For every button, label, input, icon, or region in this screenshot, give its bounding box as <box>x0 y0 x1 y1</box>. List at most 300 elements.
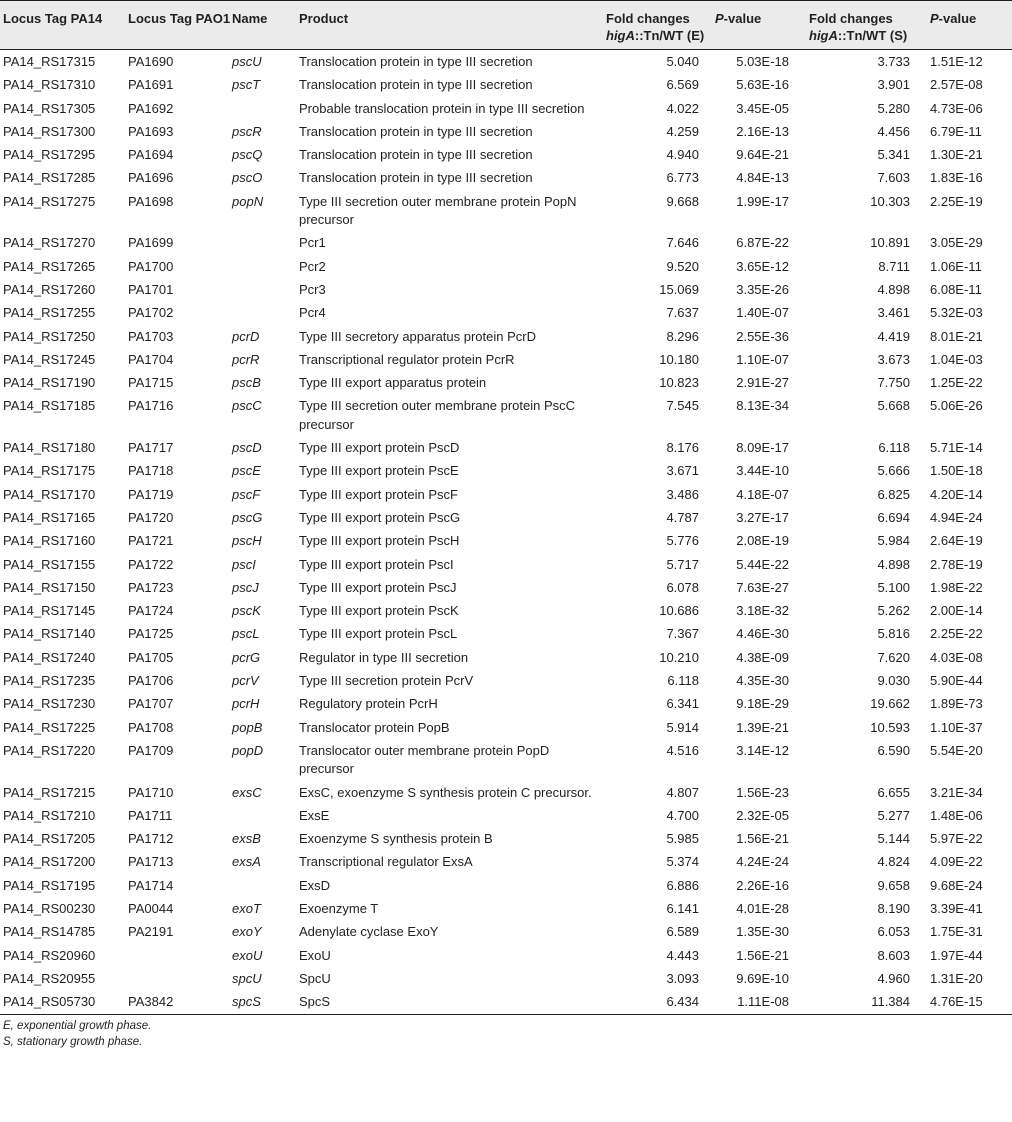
cell-product: Adenylate cyclase ExoY <box>299 924 439 940</box>
cell-p-value-e: 1.11E-08 <box>715 990 809 1015</box>
cell-locus-pao1: PA1694 <box>128 147 174 163</box>
table-row <box>0 143 1012 166</box>
cell-gene-name: pscF <box>232 486 261 502</box>
cell-fold-change-e: 9.520 <box>666 258 699 274</box>
cell-product: Type III export protein PscI <box>299 556 454 572</box>
cell-gene-name: pcrD <box>232 328 260 344</box>
cell-locus-pa14: PA14_RS17315 <box>3 54 96 69</box>
cell-fold-change-e: 7.545 <box>666 398 699 414</box>
cell-locus-pa14: PA14_RS17250 <box>3 328 96 344</box>
table-row <box>0 73 1012 96</box>
cell-p-value-e: 2.08E-19 <box>736 533 789 549</box>
table-row <box>0 553 1012 576</box>
cell-p-value-e: 1.40E-07 <box>736 305 789 321</box>
cell-locus-pao1: PA1699 <box>128 235 174 251</box>
cell-fold-change-e: 6.569 <box>666 77 699 93</box>
cell-locus-pao1: PA1696 <box>128 170 174 186</box>
cell-fold-change-s: 7.603 <box>877 170 910 186</box>
cell-p-value-e: 1.56E-21 <box>736 947 789 963</box>
cell-p-value-s: 1.30E-21 <box>930 147 983 163</box>
header-product: Product <box>299 1 606 50</box>
cell-product: Pcr1 <box>299 235 326 251</box>
cell-locus-pao1: PA1708 <box>128 719 174 735</box>
cell-gene-name <box>232 874 299 897</box>
cell-product: Pcr3 <box>299 281 326 297</box>
cell-product: Transcriptional regulator ExsA <box>299 854 473 870</box>
cell-locus-pa14: PA14_RS17310 <box>3 77 96 93</box>
cell-locus-pa14: PA14_RS17175 <box>3 463 96 479</box>
cell-p-value-s: 4.09E-22 <box>930 854 983 870</box>
cell-locus-pao1: PA1707 <box>128 696 174 712</box>
cell-locus-pa14: PA14_RS14785 <box>3 924 96 940</box>
cell-p-value-s: 2.00E-14 <box>930 603 983 619</box>
table-row <box>0 371 1012 394</box>
cell-fold-change-s: 8.711 <box>878 258 910 274</box>
cell-fold-change-s: 5.668 <box>877 398 910 414</box>
cell-product: Type III export protein PscE <box>299 463 459 479</box>
cell-p-value-e: 2.55E-36 <box>736 328 789 344</box>
cell-product: Probable translocation protein in type III secretion <box>299 100 585 116</box>
table-row <box>0 827 1012 850</box>
cell-p-value-s: 5.32E-03 <box>930 305 983 321</box>
cell-gene-name: exsB <box>232 831 261 847</box>
table-row <box>0 920 1012 943</box>
header-locus-pa14: Locus Tag PA14 <box>0 1 128 50</box>
cell-fold-change-s: 19.662 <box>870 696 910 712</box>
table-row <box>0 967 1012 990</box>
cell-fold-change-s: 3.673 <box>877 351 910 367</box>
cell-fold-change-e: 4.940 <box>666 147 699 163</box>
cell-gene-name: pscT <box>232 77 261 93</box>
cell-product: Translocator protein PopB <box>299 719 450 735</box>
cell-locus-pa14: PA14_RS17185 <box>3 398 96 414</box>
footnote-s: S, stationary growth phase. <box>3 1036 143 1049</box>
cell-gene-name: exoT <box>232 900 261 916</box>
cell-locus-pa14: PA14_RS17200 <box>3 854 96 870</box>
cell-locus-pa14: PA14_RS17270 <box>3 235 96 251</box>
cell-product: ExsE <box>299 807 330 823</box>
cell-gene-name: exsC <box>232 784 262 800</box>
cell-locus-pao1: PA1709 <box>128 742 174 758</box>
cell-locus-pao1: PA2191 <box>128 924 174 940</box>
cell-product: Translocation protein in type III secretion <box>299 123 533 139</box>
cell-p-value-s: 8.01E-21 <box>930 328 983 344</box>
cell-fold-change-s: 10.303 <box>870 193 910 209</box>
cell-product: Regulatory protein PcrH <box>299 696 438 712</box>
cell-fold-change-s: 8.190 <box>877 900 910 916</box>
cell-gene-name: popD <box>232 742 264 758</box>
table-row <box>0 576 1012 599</box>
cell-locus-pao1: PA1705 <box>128 649 174 665</box>
cell-gene-name: pscQ <box>232 147 263 163</box>
cell-fold-change-e: 10.210 <box>659 649 699 665</box>
table-row <box>0 739 1012 781</box>
cell-fold-change-e: 8.176 <box>666 440 699 456</box>
cell-gene-name: pscB <box>232 375 261 391</box>
cell-fold-change-s: 10.891 <box>870 235 910 251</box>
table-row <box>0 850 1012 873</box>
cell-locus-pa14: PA14_RS17240 <box>3 649 96 665</box>
cell-locus-pao1: PA1701 <box>128 281 174 297</box>
cell-p-value-s: 1.97E-44 <box>930 947 983 963</box>
cell-p-value-s: 4.76E-15 <box>930 990 1012 1015</box>
cell-locus-pao1: PA1700 <box>128 258 174 274</box>
cell-fold-change-e: 7.646 <box>666 235 699 251</box>
table-row <box>0 669 1012 692</box>
cell-product: Transcriptional regulator protein PcrR <box>299 351 515 367</box>
cell-gene-name: pscC <box>232 398 262 414</box>
cell-locus-pa14: PA14_RS17140 <box>3 626 96 642</box>
cell-gene-name: pscU <box>232 54 262 69</box>
cell-gene-name: pscK <box>232 603 261 619</box>
cell-product: Type III export protein PscK <box>299 603 459 619</box>
cell-fold-change-s: 5.984 <box>877 533 910 549</box>
cell-fold-change-e: 10.823 <box>659 375 699 391</box>
table-header <box>0 1 1012 50</box>
cell-gene-name: pscD <box>232 440 262 456</box>
table-row <box>0 483 1012 506</box>
cell-locus-pao1: PA1698 <box>128 193 174 209</box>
cell-locus-pao1: PA1693 <box>128 123 174 139</box>
cell-p-value-e: 4.18E-07 <box>736 486 789 502</box>
header-p-value-e: P-value <box>715 1 809 50</box>
cell-gene-name: pscR <box>232 123 262 139</box>
cell-p-value-e: 5.03E-18 <box>736 54 789 69</box>
cell-gene-name: spcU <box>232 970 262 986</box>
cell-locus-pao1: PA1692 <box>128 100 174 116</box>
table-row <box>0 166 1012 189</box>
header-name: Name <box>232 1 299 50</box>
cell-p-value-e: 1.56E-23 <box>736 784 789 800</box>
cell-locus-pa14: PA14_RS17145 <box>3 603 96 619</box>
cell-locus-pa14: PA14_RS17160 <box>3 533 96 549</box>
cell-fold-change-s: 5.280 <box>877 100 910 116</box>
cell-p-value-s: 1.98E-22 <box>930 579 983 595</box>
cell-locus-pao1: PA1702 <box>128 305 174 321</box>
cell-locus-pao1: PA1718 <box>128 463 174 479</box>
cell-fold-change-e: 3.486 <box>666 486 699 502</box>
cell-p-value-e: 8.13E-34 <box>736 398 789 414</box>
cell-locus-pa14: PA14_RS00230 <box>3 900 96 916</box>
cell-product: Type III secretory apparatus protein PcrD <box>299 328 536 344</box>
table-row <box>0 990 1012 1015</box>
cell-p-value-e: 1.10E-07 <box>736 351 789 367</box>
cell-fold-change-e: 4.787 <box>666 509 699 525</box>
cell-fold-change-s: 3.461 <box>877 305 910 321</box>
cell-fold-change-s: 4.898 <box>877 281 910 297</box>
cell-fold-change-e: 10.686 <box>659 603 699 619</box>
cell-p-value-s: 1.89E-73 <box>930 696 983 712</box>
cell-fold-change-s: 3.901 <box>877 77 910 93</box>
table-row <box>0 120 1012 143</box>
table-row <box>0 646 1012 669</box>
table-row <box>0 622 1012 645</box>
cell-p-value-s: 1.50E-18 <box>930 463 983 479</box>
cell-product: SpcS <box>299 990 606 1015</box>
cell-gene-name: pcrV <box>232 673 259 689</box>
cell-gene-name <box>232 804 299 827</box>
cell-locus-pao1: PA1691 <box>128 77 174 93</box>
table-row <box>0 599 1012 622</box>
footnote-e: E, exponential growth phase. <box>3 1020 152 1033</box>
cell-product: Type III secretion outer membrane protein PopN precursor <box>299 193 577 228</box>
cell-p-value-e: 4.38E-09 <box>736 649 789 665</box>
cell-p-value-e: 4.24E-24 <box>736 854 789 870</box>
cell-fold-change-e: 5.717 <box>666 556 699 572</box>
cell-locus-pa14: PA14_RS17195 <box>3 877 96 893</box>
cell-p-value-s: 5.54E-20 <box>930 742 983 758</box>
cell-p-value-s: 9.68E-24 <box>930 877 983 893</box>
cell-p-value-s: 5.90E-44 <box>930 673 983 689</box>
cell-fold-change-s: 11.384 <box>809 990 930 1015</box>
cell-gene-name <box>232 97 299 120</box>
cell-fold-change-s: 6.118 <box>878 440 910 456</box>
cell-product: Type III secretion protein PcrV <box>299 673 474 689</box>
table-row <box>0 97 1012 120</box>
cell-fold-change-e: 8.296 <box>666 328 699 344</box>
header-locus-pao1: Locus Tag PAO1 <box>128 1 232 50</box>
cell-locus-pao1: PA1720 <box>128 509 174 525</box>
cell-p-value-e: 1.39E-21 <box>736 719 789 735</box>
cell-p-value-s: 1.51E-12 <box>930 54 983 69</box>
cell-p-value-e: 9.18E-29 <box>736 696 789 712</box>
cell-gene-name <box>232 301 299 324</box>
cell-fold-change-e: 5.374 <box>666 854 699 870</box>
cell-p-value-s: 1.06E-11 <box>930 258 982 274</box>
cell-fold-change-e: 4.259 <box>666 123 699 139</box>
cell-gene-name: pscJ <box>232 579 259 595</box>
cell-p-value-s: 1.25E-22 <box>930 375 983 391</box>
cell-p-value-e: 6.87E-22 <box>736 235 789 251</box>
table-row <box>0 529 1012 552</box>
cell-gene-name: pscG <box>232 509 263 525</box>
cell-product: ExsC, exoenzyme S synthesis protein C precursor. <box>299 784 592 800</box>
cell-product: Type III export protein PscL <box>299 626 458 642</box>
cell-gene-name <box>232 278 299 301</box>
cell-product: Type III secretion outer membrane protein PscC precursor <box>299 398 576 432</box>
cell-p-value-s: 5.71E-14 <box>930 440 983 456</box>
cell-locus-pa14: PA14_RS17205 <box>3 831 96 847</box>
cell-p-value-e: 3.14E-12 <box>736 742 789 758</box>
cell-p-value-e: 1.56E-21 <box>736 831 789 847</box>
cell-gene-name: exoU <box>232 947 263 963</box>
cell-p-value-e: 2.32E-05 <box>736 807 789 823</box>
cell-locus-pa14: PA14_RS20960 <box>3 947 96 963</box>
cell-p-value-e: 4.84E-13 <box>736 170 789 186</box>
cell-locus-pao1: PA1715 <box>128 375 174 391</box>
cell-fold-change-s: 5.100 <box>877 579 910 595</box>
cell-gene-name: exoY <box>232 924 262 940</box>
table-row <box>0 231 1012 254</box>
cell-fold-change-e: 5.914 <box>666 719 699 735</box>
cell-gene-name <box>232 231 299 254</box>
cell-locus-pa14: PA14_RS20955 <box>3 970 96 986</box>
cell-locus-pa14: PA14_RS17180 <box>3 440 96 456</box>
cell-product: SpcU <box>299 970 331 986</box>
cell-p-value-s: 5.97E-22 <box>930 831 983 847</box>
table-row <box>0 394 1012 436</box>
cell-fold-change-s: 4.960 <box>877 970 910 986</box>
cell-locus-pao1: PA1725 <box>128 626 174 642</box>
cell-locus-pa14: PA14_RS17215 <box>3 784 96 800</box>
cell-fold-change-e: 5.040 <box>666 54 699 69</box>
cell-p-value-s: 6.79E-11 <box>930 123 982 139</box>
table-row <box>0 506 1012 529</box>
cell-fold-change-s: 5.816 <box>877 626 910 642</box>
cell-p-value-e: 1.99E-17 <box>736 193 789 209</box>
cell-product: ExoU <box>299 947 331 963</box>
cell-fold-change-e: 7.637 <box>666 305 699 321</box>
cell-locus-pao1 <box>128 944 232 967</box>
cell-p-value-s: 1.83E-16 <box>930 170 983 186</box>
cell-p-value-e: 3.18E-32 <box>736 603 789 619</box>
cell-fold-change-s: 3.733 <box>877 54 910 69</box>
cell-fold-change-e: 4.022 <box>666 100 699 116</box>
cell-p-value-s: 4.20E-14 <box>930 486 983 502</box>
cell-locus-pao1: PA3842 <box>128 990 232 1015</box>
cell-product: Type III export protein PscG <box>299 509 461 525</box>
cell-fold-change-s: 9.658 <box>877 877 910 893</box>
cell-fold-change-e: 9.668 <box>666 193 699 209</box>
cell-locus-pao1: PA1721 <box>128 533 174 549</box>
cell-locus-pa14: PA14_RS17275 <box>3 193 96 209</box>
cell-fold-change-s: 7.620 <box>877 649 910 665</box>
cell-fold-change-s: 6.825 <box>877 486 910 502</box>
cell-fold-change-e: 5.985 <box>666 831 699 847</box>
cell-locus-pao1: PA0044 <box>128 900 174 916</box>
cell-locus-pa14: PA14_RS17305 <box>3 100 96 116</box>
cell-locus-pao1: PA1703 <box>128 328 174 344</box>
cell-p-value-e: 3.65E-12 <box>736 258 789 274</box>
cell-locus-pao1: PA1706 <box>128 673 174 689</box>
cell-locus-pao1: PA1714 <box>128 877 174 893</box>
cell-locus-pa14: PA14_RS17260 <box>3 281 96 297</box>
cell-locus-pa14: PA14_RS17220 <box>3 742 96 758</box>
cell-locus-pao1: PA1724 <box>128 603 174 619</box>
cell-fold-change-s: 10.593 <box>870 719 910 735</box>
cell-gene-name: pscH <box>232 533 262 549</box>
cell-p-value-e: 4.35E-30 <box>736 673 789 689</box>
cell-fold-change-e: 4.443 <box>666 947 699 963</box>
cell-fold-change-e: 4.807 <box>666 784 699 800</box>
table-row <box>0 436 1012 459</box>
cell-p-value-s: 3.21E-34 <box>930 784 983 800</box>
cell-p-value-s: 2.25E-22 <box>930 626 983 642</box>
cell-fold-change-s: 9.030 <box>877 673 910 689</box>
table-row <box>0 692 1012 715</box>
cell-p-value-e: 4.46E-30 <box>736 626 789 642</box>
cell-fold-change-e: 6.141 <box>666 900 699 916</box>
cell-fold-change-s: 4.824 <box>877 854 910 870</box>
cell-product: ExsD <box>299 877 331 893</box>
cell-fold-change-s: 4.898 <box>877 556 910 572</box>
cell-gene-name: exsA <box>232 854 261 870</box>
cell-p-value-s: 5.06E-26 <box>930 398 983 414</box>
cell-p-value-s: 1.04E-03 <box>930 351 983 367</box>
cell-locus-pao1: PA1723 <box>128 579 174 595</box>
cell-gene-name: pcrR <box>232 351 260 367</box>
cell-locus-pa14: PA14_RS17285 <box>3 170 96 186</box>
header-row <box>0 1 1012 50</box>
cell-locus-pa14: PA14_RS17190 <box>3 375 96 391</box>
cell-gene-name: pcrG <box>232 649 261 665</box>
cell-fold-change-e: 7.367 <box>666 626 699 642</box>
table-row <box>0 897 1012 920</box>
cell-locus-pa14: PA14_RS17230 <box>3 696 96 712</box>
cell-p-value-e: 2.91E-27 <box>736 375 789 391</box>
cell-locus-pa14: PA14_RS17150 <box>3 579 96 595</box>
cell-p-value-s: 1.31E-20 <box>930 970 983 986</box>
cell-locus-pa14: PA14_RS17265 <box>3 258 96 274</box>
cell-product: Translocation protein in type III secretion <box>299 77 533 93</box>
cell-fold-change-e: 6.341 <box>666 696 699 712</box>
cell-gene-name <box>232 255 299 278</box>
cell-locus-pao1: PA1717 <box>128 440 174 456</box>
cell-product: Translocation protein in type III secretion <box>299 170 533 186</box>
cell-fold-change-e: 3.093 <box>666 970 699 986</box>
table-row <box>0 190 1012 232</box>
cell-locus-pao1: PA1704 <box>128 351 174 367</box>
cell-gene-name: pscI <box>232 556 256 572</box>
cell-product: Type III export protein PscD <box>299 440 460 456</box>
cell-fold-change-s: 6.655 <box>877 784 910 800</box>
cell-locus-pa14: PA14_RS17155 <box>3 556 96 572</box>
table-row <box>0 255 1012 278</box>
cell-product: Pcr2 <box>299 258 326 274</box>
cell-product: Type III export protein PscH <box>299 533 460 549</box>
cell-locus-pa14: PA14_RS17300 <box>3 123 96 139</box>
cell-locus-pao1: PA1711 <box>128 807 173 823</box>
cell-fold-change-e: 6.078 <box>666 579 699 595</box>
cell-locus-pa14: PA14_RS17225 <box>3 719 96 735</box>
cell-locus-pa14: PA14_RS17210 <box>3 807 96 823</box>
cell-gene-name: pcrH <box>232 696 260 712</box>
cell-fold-change-e: 6.589 <box>666 924 699 940</box>
cell-product: Translocation protein in type III secretion <box>299 54 533 69</box>
cell-p-value-e: 3.45E-05 <box>736 100 789 116</box>
cell-p-value-s: 3.05E-29 <box>930 235 983 251</box>
cell-p-value-e: 8.09E-17 <box>736 440 789 456</box>
header-fold-change-s: Fold changes higA::Tn/WT (S) <box>809 1 930 50</box>
cell-fold-change-e: 6.886 <box>666 877 699 893</box>
cell-p-value-e: 2.26E-16 <box>736 877 789 893</box>
cell-locus-pao1: PA1710 <box>128 784 174 800</box>
cell-locus-pa14: PA14_RS17165 <box>3 509 96 525</box>
cell-p-value-e: 3.27E-17 <box>736 509 789 525</box>
cell-locus-pa14: PA14_RS17235 <box>3 673 96 689</box>
cell-fold-change-s: 4.419 <box>877 328 910 344</box>
cell-product: Exoenzyme S synthesis protein B <box>299 831 493 847</box>
cell-locus-pao1: PA1716 <box>128 398 174 414</box>
cell-p-value-s: 1.48E-06 <box>930 807 983 823</box>
cell-p-value-e: 5.63E-16 <box>736 77 789 93</box>
cell-gene-name: pscE <box>232 463 261 479</box>
cell-p-value-s: 2.64E-19 <box>930 533 983 549</box>
cell-fold-change-s: 8.603 <box>877 947 910 963</box>
cell-p-value-e: 7.63E-27 <box>736 579 789 595</box>
cell-gene-name: popB <box>232 719 263 735</box>
cell-product: Type III export apparatus protein <box>299 375 487 391</box>
table-row <box>0 325 1012 348</box>
table-row <box>0 50 1012 74</box>
cell-product: Regulator in type III secretion <box>299 649 469 665</box>
cell-fold-change-s: 6.694 <box>877 509 910 525</box>
cell-p-value-s: 6.08E-11 <box>930 281 982 297</box>
cell-fold-change-s: 5.666 <box>877 463 910 479</box>
cell-fold-change-e: 6.434 <box>606 990 715 1015</box>
cell-gene-name: popN <box>232 193 264 209</box>
cell-locus-pa14: PA14_RS17245 <box>3 351 96 367</box>
